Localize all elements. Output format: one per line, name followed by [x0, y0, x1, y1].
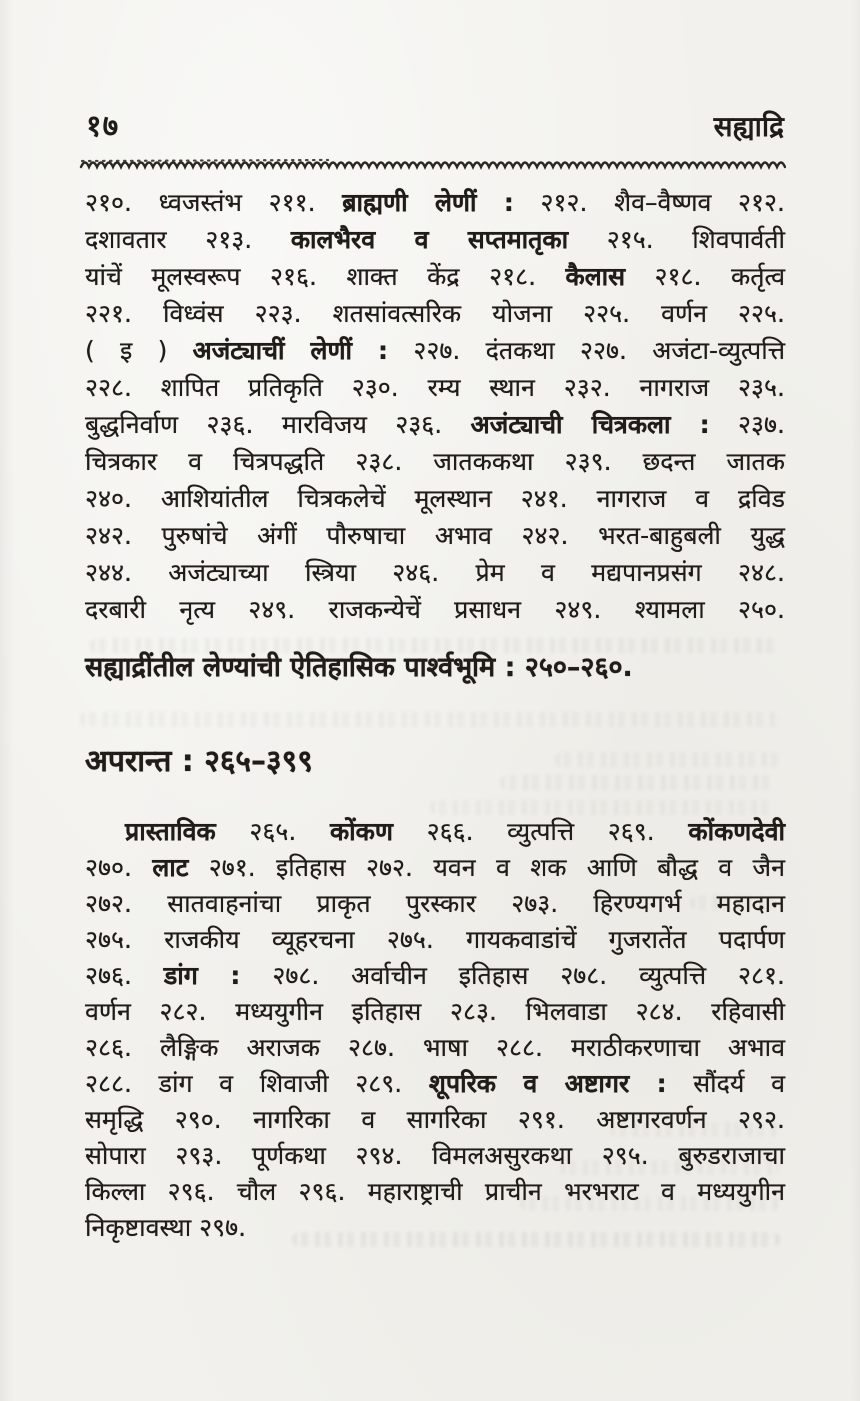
toc-line — [85, 1066, 785, 1102]
toc-text-segment: वर्णन २८२. मध्ययुगीन इतिहास २८३. भिलवाडा २८४. रहिवासी — [85, 997, 785, 1026]
toc-text-segment: २२७. दंतकथा २२७. अजंटा-व्युत्पत्ति — [388, 336, 785, 365]
toc-heading-historical-background: सह्याद्रींतील लेण्यांची ऐतिहासिक पार्श्वभूमि : २५०–२६०. — [85, 652, 633, 683]
toc-text-segment: २४४. अजंट्याच्या स्त्रिया २४६. प्रेम व मद्यपानप्रसंग २४८. — [85, 558, 785, 587]
toc-line — [85, 958, 785, 994]
toc-text-segment: २१२. शैव–वैष्णव २१२. — [513, 188, 786, 217]
toc-text-segment: २७२. सातवाहनांचा प्राकृत पुरस्कार २७३. हिरण्यगर्भ महादान — [85, 889, 785, 918]
bleed-smudge — [610, 1122, 780, 1137]
bleed-smudge — [90, 638, 780, 653]
toc-text-segment: समृद्धि २९०. नागरिका व सागरिका २९१. अष्टागरवर्णन २९२. — [85, 1105, 785, 1134]
toc-text-segment: २१५. शिवपार्वती — [568, 225, 785, 254]
bleed-smudge — [690, 895, 780, 910]
toc-text-segment: ( इ ) — [85, 336, 193, 365]
running-title: सह्याद्रि — [713, 110, 784, 143]
toc-line — [85, 886, 785, 922]
toc-text-segment: सौंदर्य व — [666, 1069, 785, 1098]
toc-line — [85, 814, 785, 850]
toc-text-segment: २७०. — [85, 853, 153, 882]
toc-text-segment: २७५. राजकीय व्यूहरचना २७५. गायकवाडांचें गुजरातेंत पदार्पण — [85, 925, 785, 954]
toc-line — [85, 554, 785, 591]
toc-text-segment: कोंकणदेवी — [688, 817, 785, 846]
page-number: १७ — [86, 109, 120, 144]
toc-text-segment: २४०. आशियांतील चित्रकलेचें मूलस्थान २४१. नागराज व द्रविड — [85, 484, 785, 513]
toc-line — [85, 443, 785, 480]
toc-line — [85, 406, 785, 443]
toc-text-segment: २२८. शापित प्रतिकृति २३०. रम्य स्थान २३२. नागराज २३५. — [85, 373, 785, 402]
toc-text-segment: डांग : — [163, 961, 241, 990]
toc-text-segment: २८६. लैङ्गिक अराजक २८७. भाषा २८८. मराठीकरणाचा अभाव — [85, 1033, 785, 1062]
toc-paragraph-aparanta — [85, 814, 785, 1246]
toc-line — [85, 221, 785, 258]
toc-line — [85, 369, 785, 406]
bleed-smudge — [430, 800, 775, 815]
toc-text-segment: २६५. — [215, 817, 330, 846]
toc-text-segment: २७१. इतिहास २७२. यवन व शक आणि बौद्ध व जैन — [188, 853, 785, 882]
toc-text-segment: दरबारी नृत्य २४९. राजकन्येचें प्रसाधन २४९. श्यामला २५०. — [85, 595, 785, 624]
toc-line — [85, 922, 785, 958]
toc-text-segment: २२१. विध्वंस २२३. शतसांवत्सरिक योजना २२५. वर्णन २२५. — [85, 299, 785, 328]
toc-text-segment: २१८. कर्तृत्व — [625, 262, 785, 291]
bleed-smudge — [80, 712, 780, 727]
toc-text-segment: कैलास — [565, 262, 626, 291]
page-header — [86, 104, 784, 145]
toc-line — [85, 295, 785, 332]
wavy-divider-icon — [78, 156, 786, 174]
toc-text-segment: २४२. पुरुषांचे अंगीं पौरुषाचा अभाव २४२. भरत-बाहुबली युद्ध — [85, 521, 785, 550]
toc-text-segment: निकृष्टावस्था २९७. — [85, 1213, 247, 1242]
toc-text-segment: २३७. — [709, 410, 785, 439]
toc-line — [85, 332, 785, 369]
toc-text-segment: २१०. ध्वजस्तंभ २११. — [85, 188, 343, 217]
toc-line — [85, 850, 785, 886]
toc-line — [85, 258, 785, 295]
toc-text-segment: कोंकण — [329, 817, 393, 846]
toc-paragraph-caves-continued — [85, 184, 785, 628]
toc-text-segment: किल्ला २९६. चौल २९६. महाराष्ट्राची प्राचीन भरभराट व मध्ययुगीन — [85, 1177, 785, 1206]
bleed-smudge — [560, 1160, 780, 1175]
toc-text-segment: चित्रकार व चित्रपद्धति २३८. जातककथा २३९. छदन्त जातक — [85, 447, 785, 476]
toc-line — [85, 994, 785, 1030]
toc-line — [85, 517, 785, 554]
toc-text-segment: लाट — [152, 853, 189, 882]
bleed-smudge — [500, 775, 775, 790]
toc-text-segment: यांचें मूलस्वरूप २१६. शाक्त केंद्र २१८. — [85, 262, 566, 291]
toc-text-segment: अजंट्याची चित्रकला : — [470, 410, 710, 439]
toc-text-segment: सोपारा २९३. पूर्णकथा २९४. विमलअसुरकथा २९५. बुरुडराजाचा — [85, 1141, 785, 1170]
toc-text-segment: २७६. — [85, 961, 164, 990]
toc-text-segment: कालभैरव व सप्तमातृका — [290, 225, 569, 254]
toc-line — [85, 591, 785, 628]
bleed-smudge — [292, 1232, 780, 1247]
bleed-smudge — [520, 1196, 780, 1211]
toc-line — [85, 480, 785, 517]
toc-text-segment: शूपरिक व अष्टागर : — [428, 1069, 667, 1098]
toc-heading-aparanta: अपरान्त : २६५–३९९ — [85, 744, 313, 779]
toc-text-segment: अजंट्याचीं लेणीं : — [192, 336, 389, 365]
toc-text-segment: २८८. डांग व शिवाजी २८९. — [85, 1069, 429, 1098]
toc-text-segment: दशावतार २१३. — [85, 225, 291, 254]
toc-line — [85, 1030, 785, 1066]
toc-text-segment: बुद्धनिर्वाण २३६. मारविजय २३६. — [85, 410, 471, 439]
toc-text-segment: २६६. व्युत्पत्ति २६९. — [392, 817, 689, 846]
toc-line — [85, 184, 785, 221]
bleed-smudge — [555, 752, 780, 767]
toc-text-segment: प्रास्ताविक — [125, 817, 216, 846]
toc-text-segment: ब्राह्मणी लेणीं : — [342, 188, 514, 217]
toc-text-segment: २७८. अर्वाचीन इतिहास २७८. व्युत्पत्ति २८१. — [240, 961, 785, 990]
